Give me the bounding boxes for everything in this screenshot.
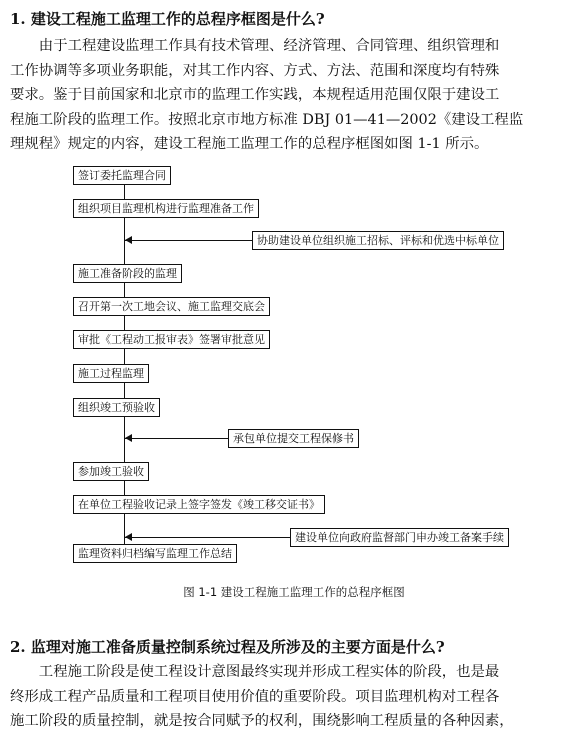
side-arrow-2 (125, 434, 132, 442)
section1-paragraph (10, 34, 580, 157)
figure-caption: 图 1-1 建设工程施工监理工作的总程序框图 (183, 585, 405, 599)
flow-step-7: 组织竣工预验收 (73, 398, 160, 417)
flow-step-5: 审批《工程动工报审表》签署审批意见 (73, 330, 270, 349)
section2-paragraph (10, 660, 580, 734)
paragraph-line: 工作协调等多项业务职能，对其工作内容、方式、方法、范围和深度均有特殊 (10, 62, 500, 79)
paragraph-line: 工程施工阶段是使工程设计意图最终实现并形成工程实体的阶段，也是最 (38, 664, 500, 680)
side-arrow-3 (125, 533, 132, 541)
flow-step-1: 签订委托监理合同 (73, 166, 171, 185)
side-input-1: 协助建设单位组织施工招标、评标和优选中标单位 (252, 231, 504, 250)
flow-step-4: 召开第一次工地会议、施工监理交底会 (73, 297, 270, 316)
side-connector-3 (124, 537, 290, 538)
section2-heading: 2. 监理对施工准备质量控制系统过程及所涉及的主要方面是什么? (10, 638, 445, 656)
side-input-2: 承包单位提交工程保修书 (228, 429, 359, 448)
paragraph-line: 程施工阶段的监理工作。按照北京市地方标准 DBJ 01—41—2002《建设工程监 (10, 111, 524, 128)
side-input-3: 建设单位向政府监督部门申办竣工备案手续 (290, 528, 509, 547)
paragraph-line: 施工阶段的质量控制，就是按合同赋予的权利，围绕影响工程质量的各种因素， (10, 713, 514, 729)
flow-step-8: 参加竣工验收 (73, 462, 149, 481)
paragraph-line: 终形成工程产品质量和工程项目使用价值的重要阶段。项目监理机构对工程各 (10, 688, 500, 705)
side-connector-1 (124, 240, 252, 241)
paragraph-line: 要求。鉴于目前国家和北京市的监理工作实践，本规程适用范围仅限于建设工 (10, 87, 500, 103)
paragraph-line: 理规程》规定的内容，建设工程施工监理工作的总程序框图如图 1-1 所示。 (10, 136, 489, 152)
side-connector-2 (124, 438, 228, 439)
side-arrow-1 (125, 236, 132, 244)
section1-heading: 1. 建设工程施工监理工作的总程序框图是什么? (10, 10, 325, 28)
flow-step-3: 施工准备阶段的监理 (73, 264, 182, 283)
flow-step-10: 监理资料归档编写监理工作总结 (73, 544, 237, 563)
flow-step-9: 在单位工程验收记录上签字签发《竣工移交证书》 (73, 495, 325, 514)
flow-step-2: 组织项目监理机构进行监理准备工作 (73, 199, 259, 218)
flow-step-6: 施工过程监理 (73, 364, 149, 383)
paragraph-line: 由于工程建设监理工作具有技术管理、经济管理、合同管理、组织管理和 (38, 38, 500, 54)
